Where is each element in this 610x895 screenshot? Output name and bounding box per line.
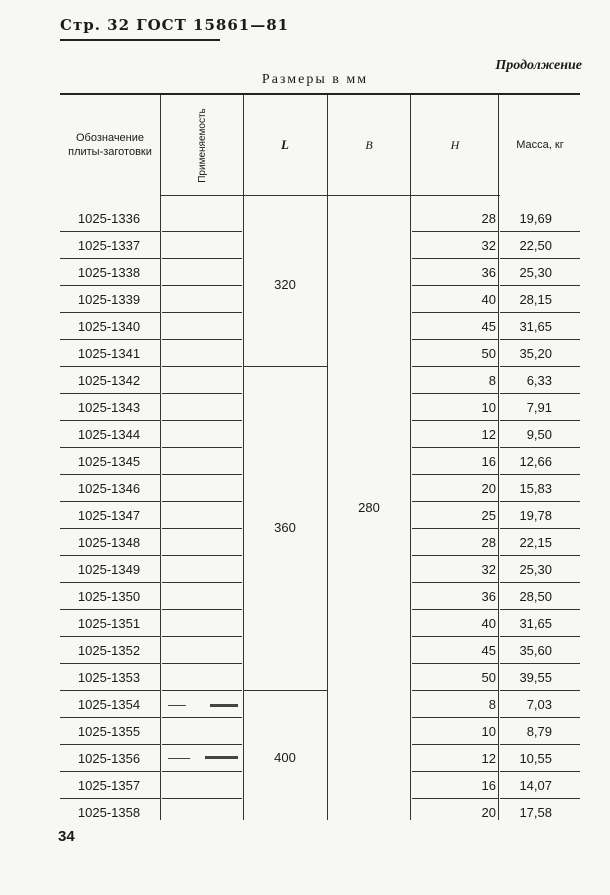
row-rule — [162, 663, 242, 664]
column-divider — [160, 95, 161, 820]
row-mass-value: 25,30 — [519, 265, 552, 280]
row-mass-value: 28,50 — [519, 589, 552, 604]
row-designation: 1025-1353 — [77, 670, 141, 685]
row-h-value: 40 — [481, 616, 496, 631]
row-mass-value: 15,83 — [519, 481, 552, 496]
row-designation: 1025-1356 — [77, 751, 141, 766]
row-designation: 1025-1344 — [77, 427, 141, 442]
row-rule — [162, 285, 242, 286]
page-header: Стр. 32 ГОСТ 15861—81 — [60, 16, 290, 34]
column-header-b: B — [365, 137, 373, 152]
page-number: 34 — [58, 828, 75, 845]
row-h-value: 36 — [481, 265, 496, 280]
row-h-value: 10 — [481, 400, 496, 415]
column-header-mass: Масса, кг — [516, 139, 564, 151]
row-designation: 1025-1357 — [77, 778, 141, 793]
row-rule — [162, 474, 242, 475]
row-mass-value: 35,20 — [519, 346, 552, 361]
row-designation: 1025-1345 — [77, 454, 141, 469]
row-rule — [162, 366, 242, 367]
row-mass-value: 28,15 — [519, 292, 552, 307]
row-h-value: 20 — [481, 481, 496, 496]
row-designation: 1025-1352 — [77, 643, 141, 658]
row-designation: 1025-1351 — [77, 616, 141, 631]
row-mass-value: 17,58 — [519, 805, 552, 820]
row-h-value: 28 — [481, 211, 496, 226]
row-h-value: 28 — [481, 535, 496, 550]
l-group-value: 400 — [274, 749, 296, 765]
l-group-rule — [244, 366, 328, 367]
l-group-value: 320 — [274, 277, 296, 292]
row-h-value: 50 — [481, 346, 496, 361]
column-header-l: L — [281, 137, 289, 152]
row-mass-value: 7,03 — [526, 697, 552, 712]
row-h-value: 45 — [481, 319, 496, 334]
header-bottom-rule — [160, 195, 500, 196]
row-mass-value: 22,50 — [519, 238, 552, 253]
scan-mark — [168, 705, 186, 706]
row-rule — [162, 744, 242, 745]
row-designation: 1025-1346 — [77, 481, 141, 496]
row-designation: 1025-1347 — [77, 508, 141, 523]
row-designation: 1025-1340 — [77, 319, 141, 334]
row-rule — [162, 258, 242, 259]
row-designation: 1025-1349 — [77, 562, 141, 577]
row-rule — [162, 690, 242, 691]
row-mass-value: 35,60 — [519, 643, 552, 658]
row-designation: 1025-1358 — [77, 805, 141, 820]
row-mass-value: 25,30 — [519, 562, 552, 577]
column-divider — [327, 95, 328, 820]
row-mass-value: 9,50 — [526, 427, 552, 442]
applicability-label: Применяемость — [196, 107, 208, 183]
row-designation: 1025-1339 — [77, 292, 141, 307]
row-rule — [162, 231, 242, 232]
row-rule — [162, 717, 242, 718]
column-divider — [243, 95, 244, 820]
l-group-value: 360 — [274, 520, 296, 535]
row-h-value: 20 — [481, 805, 496, 820]
row-mass-value: 7,91 — [526, 400, 552, 415]
row-h-value: 16 — [481, 778, 496, 793]
row-rule — [162, 339, 242, 340]
row-rule — [162, 771, 242, 772]
column-header-applicability — [162, 95, 242, 195]
column-header-h: H — [450, 137, 460, 152]
scan-mark — [210, 704, 238, 707]
l-group-rule — [244, 690, 328, 691]
row-mass-value: 12,66 — [519, 454, 552, 469]
row-rule — [162, 798, 242, 799]
row-designation: 1025-1350 — [77, 589, 141, 604]
row-rule — [162, 582, 242, 583]
row-h-value: 36 — [481, 589, 496, 604]
row-h-value: 25 — [481, 508, 496, 523]
row-mass-value: 22,15 — [519, 535, 552, 550]
row-rule — [162, 609, 242, 610]
header-underline — [60, 39, 220, 41]
row-rule — [162, 636, 242, 637]
row-mass-value: 8,79 — [526, 724, 552, 739]
row-designation: 1025-1354 — [77, 697, 141, 712]
row-rule — [162, 393, 242, 394]
row-mass-value: 14,07 — [519, 778, 552, 793]
row-designation: 1025-1342 — [77, 373, 141, 388]
row-designation: 1025-1337 — [77, 238, 141, 253]
continued-label: Продолжение — [495, 58, 582, 73]
row-h-value: 10 — [481, 724, 496, 739]
row-rule — [162, 447, 242, 448]
dimensions-caption: Размеры в мм — [261, 72, 369, 87]
row-rule — [162, 555, 242, 556]
row-designation: 1025-1338 — [77, 265, 141, 280]
column-header-designation: Обозначение плиты-заготовки — [68, 132, 152, 158]
row-mass-value: 6,33 — [526, 373, 552, 388]
row-rule — [162, 312, 242, 313]
row-mass-value: 39,55 — [519, 670, 552, 685]
scan-mark — [205, 756, 238, 759]
row-designation: 1025-1336 — [77, 211, 141, 226]
row-h-value: 8 — [488, 697, 496, 712]
row-mass-value: 19,69 — [519, 211, 552, 226]
row-h-value: 32 — [481, 562, 496, 577]
scan-mark — [168, 758, 190, 759]
column-divider — [498, 95, 499, 820]
row-rule — [162, 501, 242, 502]
column-divider — [410, 95, 411, 820]
row-h-value: 45 — [481, 643, 496, 658]
row-designation: 1025-1343 — [77, 400, 141, 415]
row-h-value: 50 — [481, 670, 496, 685]
row-h-value: 32 — [481, 238, 496, 253]
row-mass-value: 19,78 — [519, 508, 552, 523]
row-rule — [162, 528, 242, 529]
row-mass-value: 31,65 — [519, 319, 552, 334]
row-h-value: 40 — [481, 292, 496, 307]
row-mass-value: 31,65 — [519, 616, 552, 631]
row-h-value: 8 — [488, 373, 496, 388]
row-h-value: 16 — [481, 454, 496, 469]
row-designation: 1025-1348 — [77, 535, 141, 550]
row-mass-value: 10,55 — [519, 751, 552, 766]
row-rule — [162, 420, 242, 421]
row-designation: 1025-1355 — [77, 724, 141, 739]
b-value-cell: 280 — [358, 500, 380, 515]
row-h-value: 12 — [481, 751, 496, 766]
row-designation: 1025-1341 — [77, 346, 141, 361]
row-h-value: 12 — [481, 427, 496, 442]
